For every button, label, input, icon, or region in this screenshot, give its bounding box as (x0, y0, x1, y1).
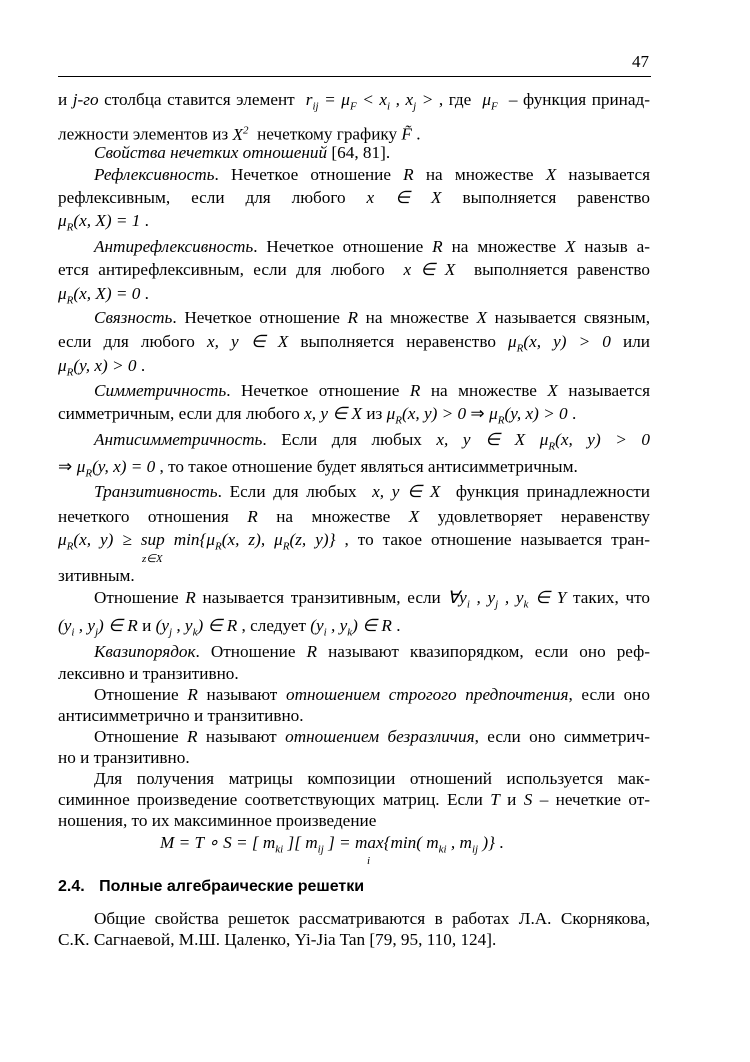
text-line-6: $\mu_R(x$, X) = 1 . (58, 211, 149, 234)
section-number: 2.4. (58, 878, 85, 895)
text-line-11: если для любого x, y ∈ X выполняется неравенство $\mu_R(x$, y) > 0 или (58, 332, 650, 355)
section-title: Полные алгебраические решетки (99, 878, 365, 895)
text-line-2: лежности элементов из $X^2$ нечеткому графику F̃ . (58, 124, 421, 144)
text-line-26: антисимметрично и транзитивно. (58, 706, 304, 725)
text-line-4: Рефлексивность. Нечеткое отношение R на множестве X называется (94, 165, 650, 184)
text-line-18: нечеткого отношения R на множестве X удовлетворяет неравенству (58, 507, 650, 526)
text-line-34: С.К. Сагнаевой, М.Ш. Цаленко, Yi-Jia Tan [79, 95, 110, 124]. (58, 930, 497, 949)
text-line-1: и j-го столбца ставится элемент $r_{ij} = \mu_F < x_i$ , $x_j$ > , где $\mu_F$ – функция принад- (58, 90, 650, 113)
text-line-17: Транзитивность. Если для любых x, y ∈ X функция принадлежности (94, 482, 651, 501)
formula-line: M = T ∘ S = [ $m_{ki}$ ][ $m_{ij}$ ] = max{min( $m_{ki}$ , $m_{ij}$ )} . (160, 833, 504, 856)
text-line-27: Отношение R называют отношением безразличия, если оно симметрич- (94, 727, 650, 746)
text-line-14: симметричным, если для любого x, y ∈ X из $\mu_R(x$, y) > 0 ⇒ $\mu_R(y$, x) > 0 . (58, 404, 577, 427)
text-line-16: ⇒ $\mu_R(y$, x) = 0 , то такое отношение будет являться антисимметричным. (58, 457, 578, 480)
text-line-3: Свойства нечетких отношений [64, 81]. (94, 143, 391, 162)
text-line-15: Антисимметричность. Если для любых x, y ∈ X $\mu_R(x$, y) > 0 (94, 430, 650, 453)
text-line-30: симинное произведение соответствующих матриц. Если T и S – нечеткие от- (58, 790, 650, 809)
text-line-24: лексивно и транзитивно. (58, 664, 239, 683)
text-line-29: Для получения матрицы композиции отношений используется мак- (94, 769, 650, 788)
text-line-8: ется антирефлексивным, если для любого x ∈ X выполняется равенство (58, 260, 650, 279)
text-line-5: рефлексивным, если для любого x ∈ X выполняется равенство (58, 188, 650, 207)
text-line-12: $\mu_R(y$, x) > 0 . (58, 356, 146, 379)
text-line-19: $\mu_R(x$, y) ≥ sup $\min\{\mu_R(x$, z), $\mu_R(z$, y)} , то такое отношение называется тран- (58, 530, 650, 553)
header-rule (58, 76, 651, 77)
max-subscript: i (367, 855, 371, 867)
sup-subscript: z∈X (142, 553, 163, 565)
page-number: 47 (632, 52, 649, 71)
text-line-9: $\mu_R(x$, X) = 0 . (58, 284, 149, 307)
text-line-10: Связность. Нечеткое отношение R на множестве X называется связным, (94, 308, 650, 327)
section-heading (58, 878, 364, 896)
text-line-33: Общие свойства решеток рассматриваются в работах Л.А. Скорнякова, (94, 909, 650, 928)
text-line-31: ношения, то их максиминное произведение (58, 811, 377, 830)
text-line-25: Отношение R называют отношением строгого предпочтения, если оно (94, 685, 650, 704)
text-line-13: Симметричность. Нечеткое отношение R на множестве X называется (94, 381, 650, 400)
text-line-20: зитивным. (58, 566, 135, 585)
text-line-21: Отношение R называется транзитивным, если $\forall y_i$ , $y_j$ , $y_k$ ∈ Y таких, что (94, 588, 651, 611)
text-line-22: ($y_i$ , $y_j$) ∈ R и ($y_j$ , $y_k$) ∈ R , следует ($y_i$ , $y_k$) ∈ R . (58, 616, 401, 639)
text-line-7: Антирефлексивность. Нечеткое отношение R на множестве X назыв а- (94, 237, 650, 256)
text-line-23: Квазипорядок. Отношение R называют квазипорядком, если оно реф- (94, 642, 650, 661)
text-line-28: но и транзитивно. (58, 748, 190, 767)
